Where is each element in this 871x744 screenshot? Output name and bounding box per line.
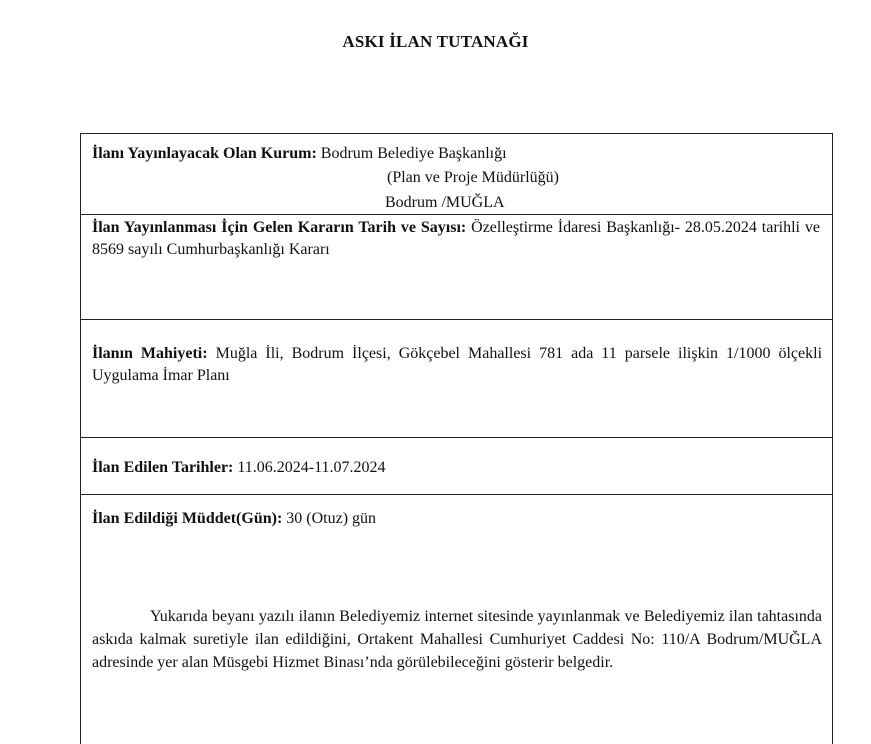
kurum-line3: Bodrum /MUĞLA: [385, 194, 505, 211]
row-divider: [80, 494, 833, 495]
kurum-line2: (Plan ve Proje Müdürlüğü): [387, 169, 559, 186]
mahiyet-value: Muğla İli, Bodrum İlçesi, Gökçebel Mahallesi 781 ada 11 parsele ilişkin 1/1000 ölçekli Uygulama İmar Planı: [92, 345, 823, 384]
muddet-row: [92, 508, 376, 530]
kurum-label: İlanı Yayınlayacak Olan Kurum:: [92, 145, 317, 162]
row-divider: [80, 319, 833, 320]
mahiyet-row: [92, 343, 822, 387]
muddet-value: 30 (Otuz) gün: [286, 510, 377, 527]
kurum-line1: Bodrum Belediye Başkanlığı: [320, 145, 507, 162]
muddet-label: İlan Edildiği Müddet(Gün):: [92, 510, 283, 527]
closing-statement: Yukarıda beyanı yazılı ilanın Belediyemiz internet sitesinde yayınlanmak ve Belediyemiz ilan tahtasında askıda kalmak suretiyle ilan edildiğini, Ortakent Mahallesi Cumhuriyet Caddesi No: 110/A Bodrum/MUĞLA adresinde yer alan Müsgebi Hizmet Binası’nda görülebileceğini gösterir belgedir.: [92, 608, 822, 671]
tarihler-label: İlan Edilen Tarihler:: [92, 459, 234, 476]
kurum-row: [92, 143, 507, 165]
karar-row: [92, 217, 820, 261]
document-title: ASKI İLAN TUTANAĞI: [342, 32, 529, 51]
tarihler-value: 11.06.2024-11.07.2024: [237, 459, 386, 476]
tarihler-row: [92, 457, 386, 479]
row-divider: [80, 214, 833, 215]
mahiyet-label: İlanın Mahiyeti:: [92, 345, 208, 362]
karar-label: İlan Yayınlanması İçin Gelen Kararın Tarih ve Sayısı:: [92, 219, 467, 236]
karar-value: Özelleştirme İdaresi Başkanlığı- 28.05.2024 tarihli ve 8569 sayılı Cumhurbaşkanlığı Kararı: [92, 219, 821, 258]
row-divider: [80, 437, 833, 438]
